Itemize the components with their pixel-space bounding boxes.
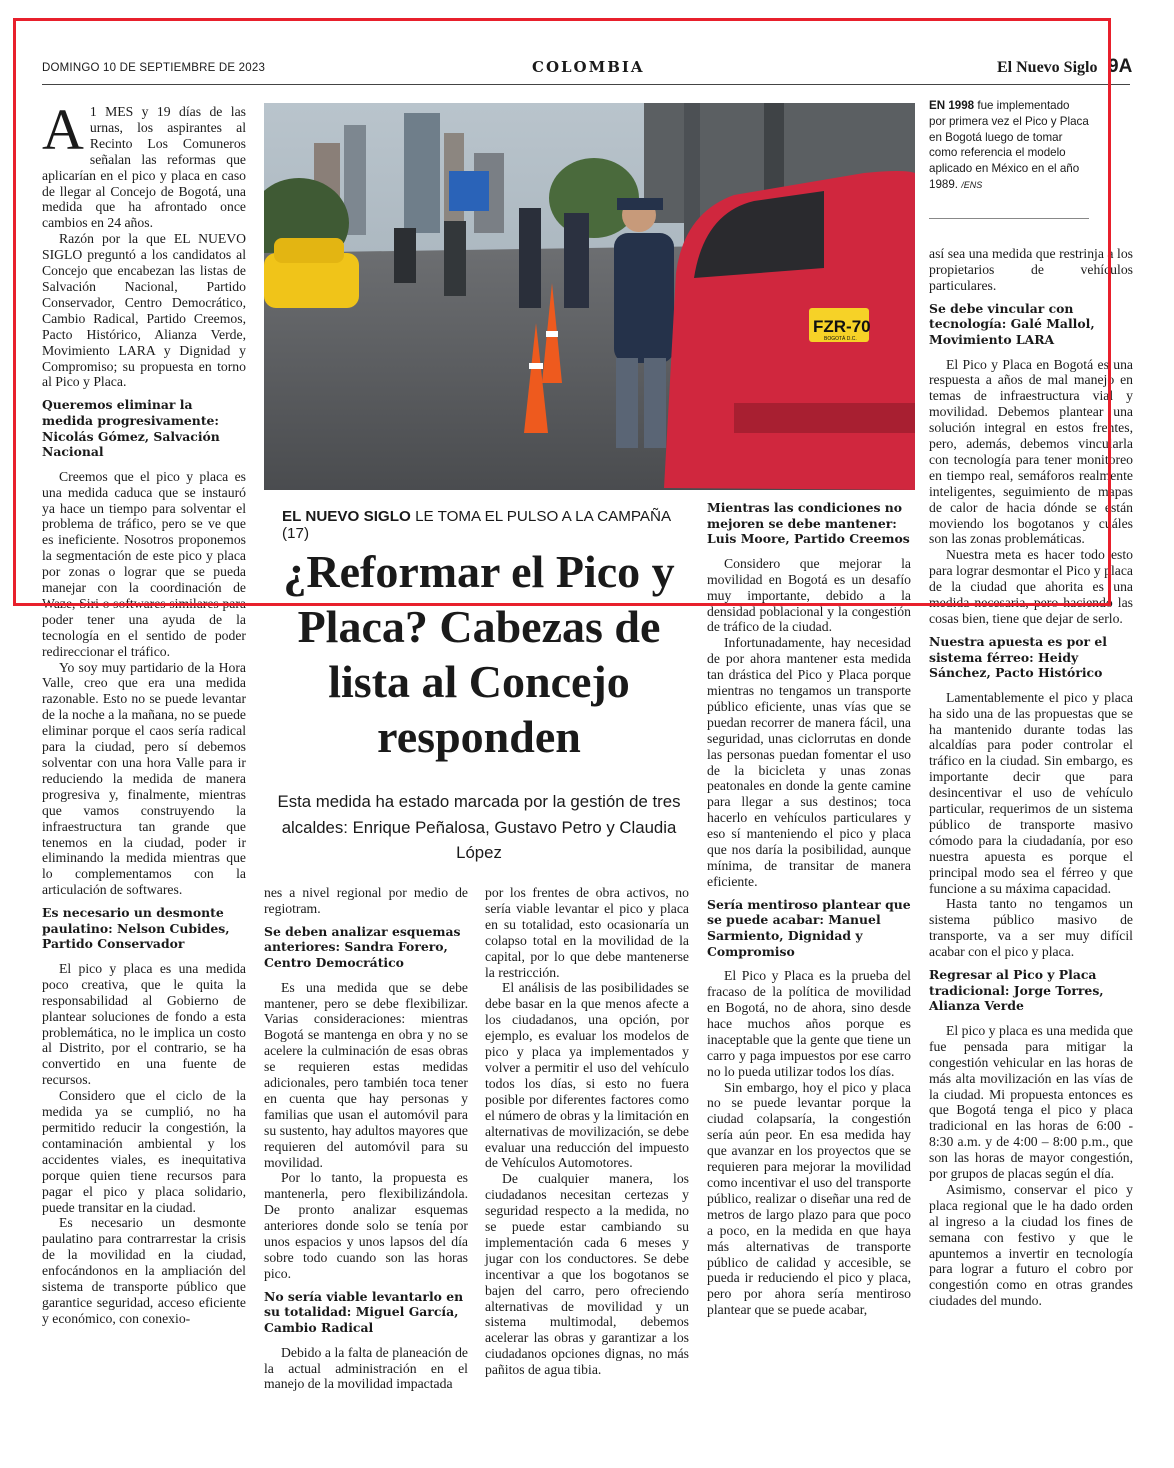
subheadline: Esta medida ha estado marcada por la gestión de tres alcaldes: Enrique Peñalosa, Gustavo Petro y Claudia López [277, 792, 681, 862]
kicker-brand: EL NUEVO SIGLO [282, 508, 411, 525]
main-headline: ¿Reformar el Pico y Placa? Cabezas de lista al Concejo responden [283, 546, 675, 762]
subheading: Se debe vincular con tecnología: Galé Mallol, Movimiento LARA [929, 300, 1095, 347]
body-paragraph: Asimismo, conservar el pico y placa regional que le ha dado orden al ingreso a la ciudad los fines de semana con festivo y que le apuntemos a invertir en tecnología para lograr a futuro el cobro por congestión como en otras grandes ciudades del mundo. [929, 1181, 1133, 1309]
license-plate-city: BOGOTÁ D.C. [824, 336, 857, 342]
body-paragraph: El Pico y Placa es la prueba del fracaso de la política de movilidad en Bogotá, no de ahora, sino desde hace muchos años porque es inaceptable que la gente que tiene un carro y paga impuestos por ese carro no lo pueda utilizar todos los días. [707, 968, 911, 1079]
body-paragraph: nes a nivel regional por medio de regiotram. [264, 885, 468, 916]
newspaper-name: El Nuevo Siglo [997, 59, 1098, 76]
body-paragraph: Considero que el ciclo de la medida ya se cumplió, no ha permitido reducir la congestión, la contaminación ambiental y los accidentes viales, es inequitativa porque quien tiene recursos para pagar el pico y placa solidario, puede transitar en la ciudad. [42, 1088, 246, 1215]
sidebar-note [929, 98, 1089, 194]
body-paragraph: así sea una medida que restrinja a los propietarios de vehículos particulares. [929, 246, 1133, 293]
intro-text: 1 MES y 19 días de las urnas, los aspirantes al Recinto Los Comuneros señalan las reformas que aplicarían en el pico y placa en caso de llegar al Concejo de Bogotá, una medida que ha afrontado once cambios en 24 años. [42, 104, 246, 231]
body-paragraph: Hasta tanto no tengamos un sistema público masivo de transporte, va a ser muy difícil acabar con el pico y placa. [929, 896, 1133, 960]
subheading: Mientras las condiciones no mejoren se debe mantener: Luis Moore, Partido Creemos [707, 500, 910, 547]
column-3 [485, 885, 689, 1378]
subheading: Queremos eliminar la medida progresivamente: Nicolás Gómez, Salvación Nacional [42, 397, 220, 460]
body-paragraph: Creemos que el pico y placa es una medida caduca que se instauró ya hace un tiempo para solventar el problema de tráfico, pero se ve que es ineficiente. Nosotros proponemos la segmentación de este pico y placa por zonas o lograr que se pueda manejar con la coordinación de Waze, Siri o softwares similares para poder tener una ayuda de la tecnología en el sentido de poder redireccionar el tráfico. [42, 468, 246, 659]
intro-paragraph [42, 97, 246, 231]
body-paragraph: Nuestra meta es hacer todo esto para lograr desmontar el Pico y placa de la ciudad que ahorita es una medida necesaria, pero haciendo las cosas bien, tiene que dejar de serlo. [929, 547, 1133, 626]
news-photo [264, 103, 915, 490]
body-paragraph: Infortunadamente, hay necesidad de por ahora mantener esta medida tan drástica del Pico y Placa porque mientras no tengamos un transporte público eficiente, unas vías que se puedan recorrer de manera fácil, una seguridad, unas ciclorrutas en donde las personas puedan fomentar el uso de la bicicleta y unas zonas peatonales en donde la gente camine para llegar a sus destinos; toca hacerlo en vehículos particulares y eso sí manteniendo el pico y placa que nos daría la posibilidad, aunque mínima, de transitar de manera eficiente. [707, 635, 911, 889]
body-paragraph: Yo soy muy partidario de la Hora Valle, creo que era una medida razonable. Esto no se puede levantar de la noche a la mañana, no se puede eliminar porque el caos sería radical para la ciudad, pero sí debemos solventar con una hora Valle para ir reduciendo la medida de manera progresiva y, finalmente, mientras que vamos construyendo la infraestructura tan grande que tenemos en la ciudad, poder ir eliminando la medida mientras que lo complementamos con la articulación de softwares. [42, 659, 246, 898]
subheading: Regresar al Pico y Placa tradicional: Jorge Torres, Alianza Verde [929, 967, 1104, 1014]
header-divider [42, 84, 1130, 85]
body-paragraph: Es necesario un desmonte paulatino para contrarrestar la crisis de la movilidad en la ciudad, enfocándonos en la ampliación del sistema de transporte público que garantice seguridad, acceso eficiente y económico, con conexio- [42, 1215, 246, 1326]
page-header [42, 58, 1134, 80]
traffic-checkpoint-illustration [264, 103, 915, 490]
sidebar-lead: EN 1998 [929, 99, 975, 112]
body-paragraph: Lamentablemente el pico y placa ha sido una de las propuestas que se ha mantenido durante todas las alcaldías para poder controlar el tráfico en la ciudad. Sin embargo, es importante decir que para desincentivar el uso de vehículo particular, requerimos de un sistema público de transporte masivo cómodo para la ciudadanía, por eso nuestra apuesta es porque el principal modo sea el férreo y que funcione a su máxima capacidad. [929, 689, 1133, 896]
column-5 [929, 246, 1133, 1309]
column-2 [264, 885, 468, 1392]
body-paragraph: Sin embargo, hoy el pico y placa no se puede levantar porque la ciudad colapsaría, la congestión sería aún peor. En esa medida hay que avanzar en los proyectos que se requieren para mejorar la movilidad como incentivar el uso del transporte público, realizar o diseñar una red de metros de largo plazo para que poco a poco, en la medida en que haya más alternativas de transporte público de calidad y accesible, se pueda ir reduciendo el pico y placa, pero por ahora sería mentiroso plantear que se puede acabar, [707, 1079, 911, 1318]
subheading: Es necesario un desmonte paulatino: Nelson Cubides, Partido Conservador [42, 905, 230, 952]
body-paragraph: Razón por la que EL NUEVO SIGLO preguntó a los candidatos al Concejo que encabezan las listas de Salvación Nacional, Partido Conservador, Centro Democrático, Cambio Radical, Partido Creemos, Pacto Histórico, Alianza Verde, Movimiento LARA y Dignidad y Compromiso; su propuesta en torno al Pico y Placa. [42, 231, 246, 390]
campaign-kicker [282, 508, 692, 542]
body-paragraph: El pico y placa es una medida poco creativa, que le quita la responsabilidad al Gobierno de plantear soluciones de fondo a esta problemática, no le implica un costo al Distrito, por el contrario, se ha convertido en una fuente de recursos. [42, 960, 246, 1088]
issue-date: DOMINGO 10 DE SEPTIEMBRE DE 2023 [42, 62, 266, 74]
body-paragraph: Es una medida que se debe mantener, pero se debe flexibilizar. Varias consideraciones: mientras Bogotá se mantenga en obra y no se acelere la culminación de esas obras se requieren estas medidas adicionales, pero también toca tener en cuenta que hay personas y familias que usan el automóvil para su sustento, hay adultos mayores que requieren del automóvil para su movilidad. [264, 979, 468, 1170]
subheading: Se deben analizar esquemas anteriores: Sandra Forero, Centro Democrático [264, 923, 461, 970]
body-paragraph: Considero que mejorar la movilidad en Bogotá es un desafío muy importante, debido a la densidad poblacional y la congestión de tráfico de la ciudad. [707, 555, 911, 635]
kicker-text: LE TOMA EL PULSO A LA CAMPAÑA (17) [282, 508, 671, 542]
body-paragraph: El análisis de las posibilidades se debe basar en la que menos afecte a los ciudadanos, una opción, por ejemplo, es evaluar los modelos de pico y placa ya implementados y volver a permitir el uso del vehículo todos los días, si esto no fuera posible por diferentes factores como el número de obras y la limitación en alternativas de movilización, se debe evaluar una reducción del impuesto de Vehículos Automotores. [485, 980, 689, 1171]
body-paragraph: De cualquier manera, los ciudadanos necesitan certezas y seguridad respecto a la medida, no se puede estar cambiando su implementación cada 6 meses y jugar con los conductores. Se debe incentivar a que los bogotanos se bajen del carro, pero ofreciendo alternativas de movilidad y un sistema multimodal, debemos acelerar las obras y garantizar a los ciudadanos opciones dignas, no más pañitos de agua tibia. [485, 1171, 689, 1378]
subheading: No sería viable levantarlo en su totalidad: Miguel García, Cambio Radical [264, 1288, 464, 1335]
subheading: Sería mentiroso plantear que se puede acabar: Manuel Sarmiento, Dignidad y Compromiso [707, 896, 911, 959]
section-title: COLOMBIA [532, 58, 645, 76]
sidebar-text: fue implementado por primera vez el Pico y Placa en Bogotá luego de tomar como referencia el modelo aplicado en México en el año 1989. [929, 99, 1089, 191]
sidebar-credit: /ENS [961, 179, 983, 190]
body-paragraph: Debido a la falta de planeación de la actual administración en el manejo de la movilidad impactada [264, 1344, 468, 1392]
dropcap-letter: A [42, 97, 84, 162]
license-plate: FZR-70 [813, 317, 871, 336]
column-4 [707, 500, 911, 1318]
column-1 [42, 97, 246, 1327]
body-paragraph: El Pico y Placa en Bogotá es una respuesta a años de mal manejo en temas de infraestructura vial y movilidad. Debemos plantear una solución integral en estos frentes, pero, además, debemos vincularla con tecnología para tener monitoreo en tiempo real, semáforos realmente inteligentes, seguimiento de mapas de calor de hacia dónde se están moviendo los bogotanos y cuáles son las zonas problemáticas. [929, 356, 1133, 547]
body-paragraph: por los frentes de obra activos, no sería viable levantar el pico y placa en su totalidad, esto ocasionaría un colapso total en la movilidad de la capital, por lo que debe mantenerse la restricción. [485, 885, 689, 980]
subheading: Nuestra apuesta es por el sistema férreo: Heidy Sánchez, Pacto Histórico [929, 633, 1107, 681]
body-paragraph: Por lo tanto, la propuesta es mantenerla, pero flexibilizándola. De pronto analizar esquemas anteriores donde solo se tenía por unos espacios y unos lapsos del día sobre todo cuando son las horas pico. [264, 1170, 468, 1281]
page-number: 9A [1108, 56, 1133, 77]
body-paragraph: El pico y placa es una medida que fue pensada para mitigar la congestión vehicular en las horas de más alta movilización en las vías de la ciudad. Mi propuesta entonces es que Bogotá tenga el pico y placa tradicional en las horas de 6:00 - 8:30 a.m. y de 4:00 – 8:00 p.m., que son las horas de mayor congestión, por grupos de placas según el día. [929, 1022, 1133, 1182]
sidebar-divider [929, 218, 1089, 219]
